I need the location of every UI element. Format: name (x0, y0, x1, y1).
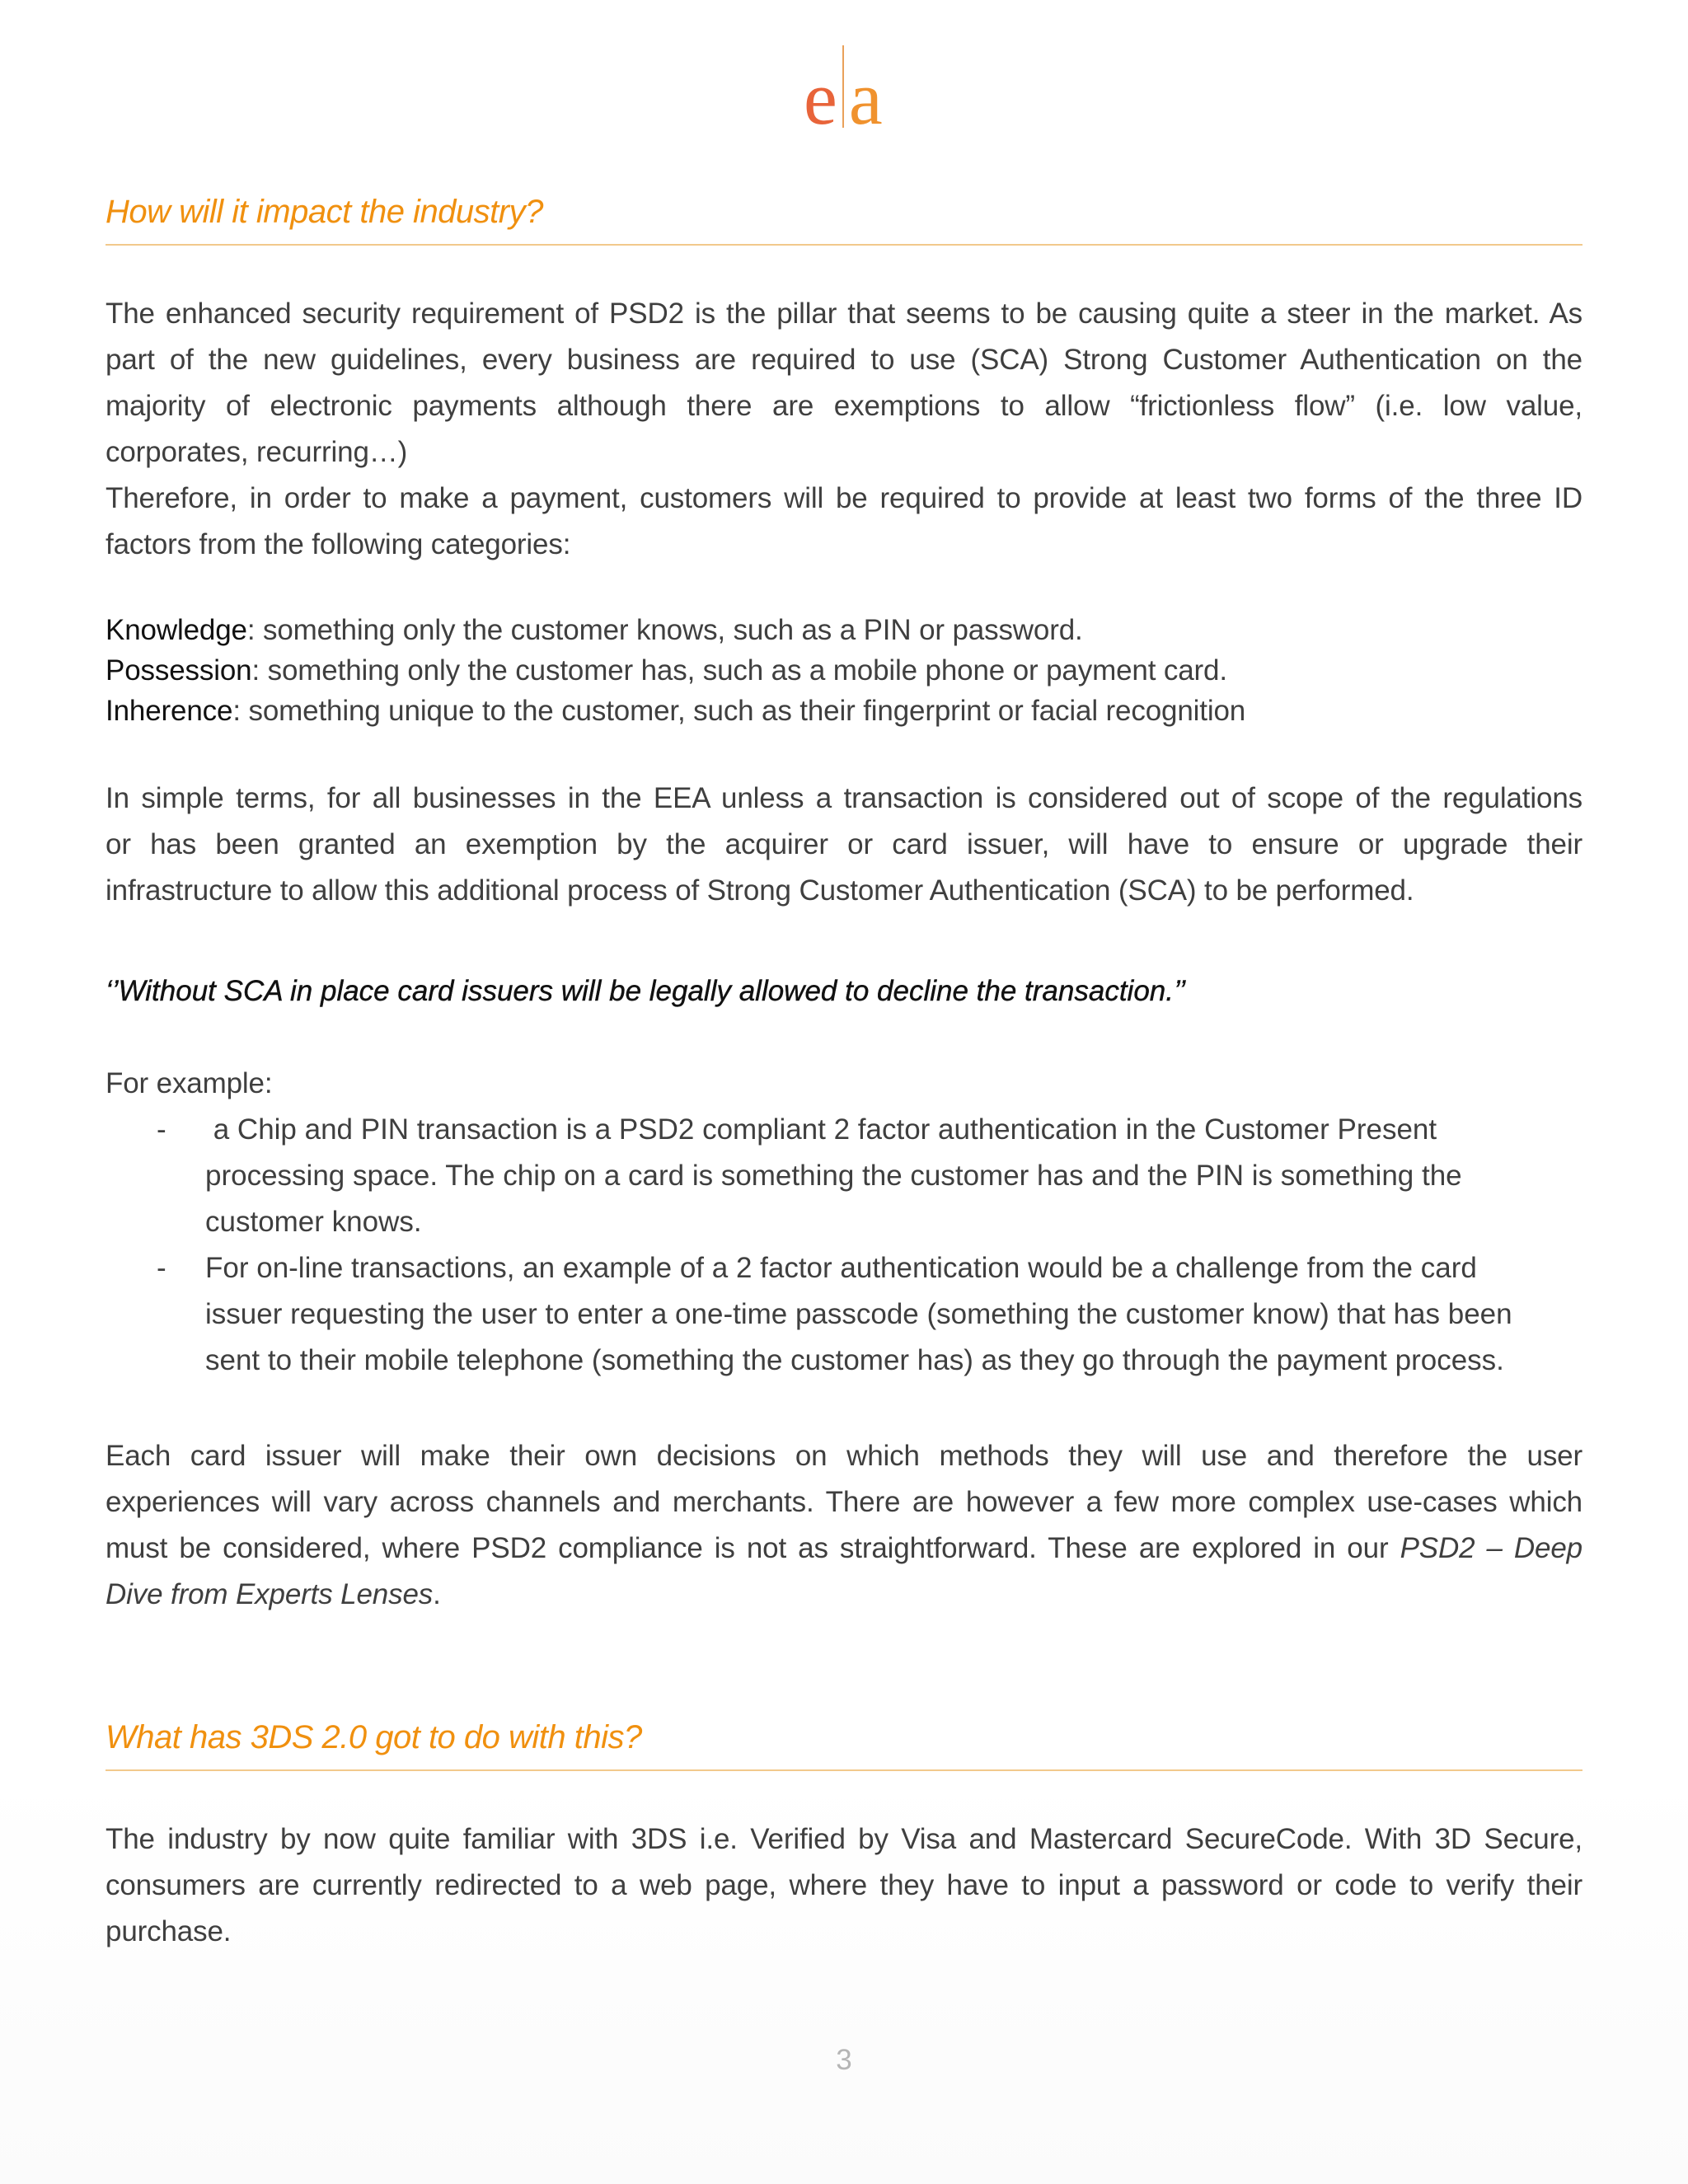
closing-paragraph (106, 1433, 1582, 1618)
text-line: or has been granted an exemption by the acquirer or card issuer, will have to ensure or upgrade their (106, 828, 1582, 860)
section-heading-3ds: What has 3DS 2.0 got to do with this? (106, 1719, 642, 1755)
pull-quote: ‘’Without SCA in place card issuers will be legally allowed to decline the transaction.’’ (106, 975, 1186, 1007)
ea-logo (804, 45, 883, 140)
report-title-part-1: PSD2 – Deep (1400, 1532, 1582, 1564)
factor-knowledge (106, 610, 1582, 650)
text-line: Each card issuer will make their own decisions on which methods they will use and therefore the user (106, 1440, 1582, 1472)
text-line: majority of electronic payments although there are exemptions to allow “frictionless flow” (i.e. low value, (106, 390, 1582, 422)
authentication-factors-list (106, 610, 1582, 731)
factor-description: : something unique to the customer, such as their fingerprint or facial recognition (232, 695, 1246, 727)
list-item (106, 1107, 1582, 1245)
factor-term: Possession (106, 654, 252, 687)
text-line: For on-line transactions, an example of a 2 factor authentication would be a challenge from the card (205, 1252, 1477, 1284)
text-line: sent to their mobile telephone (something the customer has) as they go through the payment process. (205, 1344, 1504, 1376)
text-line: experiences will vary across channels and merchants. There are however a few more complex use-cases which (106, 1486, 1582, 1518)
factor-inherence (106, 691, 1582, 731)
text-line: corporates, recurring…) (106, 436, 408, 468)
text-line: processing space. The chip on a card is something the customer has and the PIN is something the (205, 1160, 1462, 1192)
text-line: The industry by now quite familiar with 3DS i.e. Verified by Visa and Mastercard SecureCode. With 3D Secure, (106, 1823, 1582, 1855)
example-bullet-list (106, 1107, 1582, 1384)
heading-underline (106, 1769, 1582, 1771)
text-line: part of the new guidelines, every business are required to use (SCA) Strong Customer Authentication on the (106, 344, 1582, 376)
text-line (106, 1526, 1582, 1572)
report-title-part-2: Dive from Experts Lenses (106, 1578, 434, 1610)
heading-underline (106, 244, 1582, 246)
text-line: infrastructure to allow this additional process of Strong Customer Authentication (SCA) to be performed. (106, 874, 1414, 907)
factor-possession (106, 650, 1582, 691)
simple-terms-paragraph (106, 776, 1582, 914)
text-line: The enhanced security requirement of PSD2 is the pillar that seems to be causing quite a steer in the market. As (106, 298, 1582, 330)
factor-term: Inherence (106, 695, 233, 727)
intro-paragraph (106, 291, 1582, 568)
text-line: In simple terms, for all businesses in the EEA unless a transaction is considered out of scope of the regulations (106, 782, 1582, 814)
text-line: issuer requesting the user to enter a one-time passcode (something the customer know) that has been (205, 1298, 1512, 1330)
text-line: factors from the following categories: (106, 528, 571, 560)
text-line (106, 1572, 1582, 1618)
logo-letter-a: a (848, 56, 883, 140)
3ds-paragraph (106, 1816, 1582, 1955)
bullet-dash: - (157, 1113, 166, 1146)
example-label: For example: (106, 1067, 273, 1099)
text-line: a Chip and PIN transaction is a PSD2 compliant 2 factor authentication in the Customer Present (205, 1113, 1437, 1146)
factor-description: : something only the customer has, such as a mobile phone or payment card. (251, 654, 1227, 687)
text-line: Therefore, in order to make a payment, customers will be required to provide at least two forms of the three ID (106, 482, 1582, 514)
factor-description: : something only the customer knows, such as a PIN or password. (246, 614, 1083, 646)
text-line: customer knows. (205, 1206, 422, 1238)
logo-divider (842, 45, 844, 128)
logo-letter-e: e (804, 56, 837, 140)
factor-term: Knowledge (106, 614, 247, 646)
text-line: consumers are currently redirected to a web page, where they have to input a password or code to verify their (106, 1869, 1582, 1901)
text-line: purchase. (106, 1915, 232, 1947)
page-number: 3 (836, 2044, 852, 2076)
closing-text: must be considered, where PSD2 compliance is not as straightforward. These are explored in our (106, 1532, 1400, 1564)
closing-period: . (433, 1578, 441, 1610)
section-heading-industry-impact: How will it impact the industry? (106, 194, 543, 230)
list-item (106, 1245, 1582, 1384)
bullet-dash: - (157, 1252, 166, 1284)
